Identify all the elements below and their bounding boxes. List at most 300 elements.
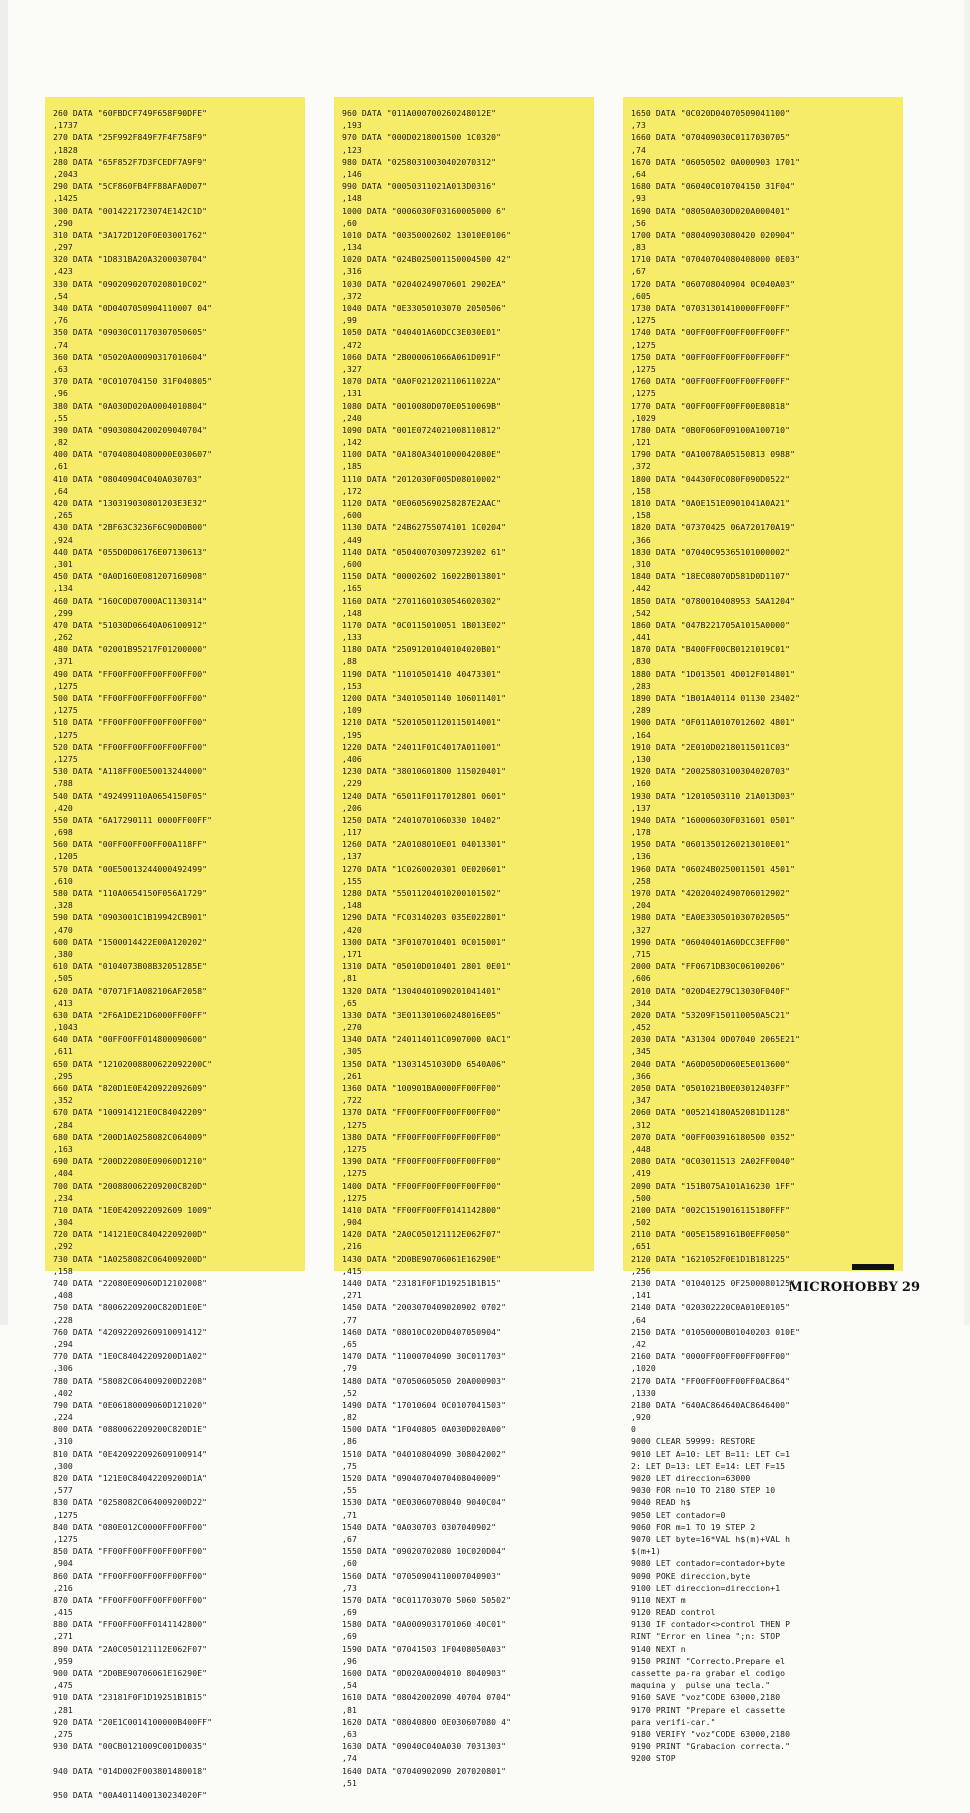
listing-line: ,153: [342, 680, 362, 691]
listing-line: ,158: [631, 485, 651, 496]
listing-line: ,155: [342, 875, 362, 886]
listing-line: ,1275: [53, 705, 78, 716]
listing-line: 330 DATA "09020902070208010C02": [53, 278, 208, 289]
listing-line: 530 DATA "A118FF00E50013244000": [53, 766, 208, 777]
listing-line: ,380: [53, 948, 73, 959]
listing-line: 1270 DATA "1C0260020301 0E020601": [342, 863, 507, 874]
listing-line: ,133: [342, 632, 362, 643]
listing-line: ,148: [342, 193, 362, 204]
listing-line: ,193: [342, 120, 362, 131]
listing-line: 1080 DATA "0010080D070E0510069B": [342, 400, 502, 411]
listing-line: 970 DATA "000D0218001500 1C0320": [342, 132, 502, 143]
listing-line: ,297: [53, 242, 73, 253]
listing-line: 9160 SAVE "voz"CODE 63000,2180: [631, 1692, 781, 1703]
listing-line: ,289: [631, 705, 651, 716]
listing-line: 500 DATA "FF00FF00FF00FF00FF00": [53, 693, 208, 703]
listing-line: ,261: [342, 1070, 362, 1081]
listing-line: 1280 DATA "55011204010200101502": [342, 888, 502, 898]
listing-line: 1520 DATA "09040704070408040009": [342, 1473, 502, 1483]
listing-line: ,96: [342, 1655, 357, 1666]
listing-line: 2: LET D=13: LET E=14: LET F=15: [631, 1460, 786, 1471]
listing-line: 410 DATA "08040904C040A030703": [53, 473, 203, 484]
listing-line: 1930 DATA "12010503110 21A013D03": [631, 790, 796, 801]
listing-line: 1460 DATA "08010C020D0407050904": [342, 1326, 502, 1337]
listing-line: ,1275: [342, 1143, 367, 1154]
listing-line: ,2043: [53, 168, 78, 179]
listing-line: ,216: [342, 1241, 362, 1252]
listing-line: ,99: [342, 315, 357, 326]
listing-line: ,1828: [53, 144, 78, 155]
listing-line: ,347: [631, 1095, 651, 1106]
listing-line: ,404: [53, 1168, 73, 1179]
listing-line: 1640 DATA "07040902090 207020801": [342, 1765, 507, 1776]
listing-line: 1380 DATA "FF00FF00FF00FF00FF00": [342, 1131, 502, 1142]
listing-line: 1010 DATA "00350002602 13010E0106": [342, 229, 512, 240]
listing-line: ,344: [631, 997, 651, 1008]
listing-line: ,1029: [631, 412, 656, 423]
listing-line: RINT "Error en linea ";n: STOP: [631, 1631, 781, 1642]
listing-line: ,441: [631, 632, 651, 643]
listing-line: 610 DATA "0104073B08B32051285E": [53, 961, 208, 972]
listing-line: ,924: [53, 534, 73, 545]
listing-line: ,475: [53, 1680, 73, 1691]
listing-line: 980 DATA "02580310030402070312": [342, 156, 497, 167]
listing-line: 1100 DATA "0A180A3401000042080E": [342, 449, 502, 460]
listing-line: 9070 LET byte=16*VAL h$(m)+VAL h: [631, 1533, 791, 1544]
listing-line: 1970 DATA "42020402490706012902": [631, 888, 791, 898]
listing-line: 740 DATA "22080E09060D12102008": [53, 1278, 208, 1288]
listing-line: 9060 FOR m=1 TO 19 STEP 2: [631, 1521, 756, 1532]
listing-line: ,283: [631, 680, 651, 691]
listing-line: 1620 DATA "08040800 0E030607080 4": [342, 1716, 512, 1727]
listing-line: ,275: [53, 1728, 73, 1739]
listing-line: 9090 POKE direccion,byte: [631, 1570, 751, 1581]
listing-line: ,163: [53, 1143, 73, 1154]
listing-line: 1480 DATA "07050605050 20A000903": [342, 1375, 507, 1386]
listing-line: ,406: [342, 753, 362, 764]
listing-line: ,295: [53, 1070, 73, 1081]
listing-line: ,420: [342, 924, 362, 935]
listing-line: ,1275: [53, 729, 78, 740]
listing-line: ,165: [342, 583, 362, 594]
listing-line: 2010 DATA "020D4E279C13030F040F": [631, 985, 791, 996]
listing-line: ,715: [631, 948, 651, 959]
listing-line: ,56: [631, 217, 646, 228]
listing-line: 420 DATA "130319030801203E3E32": [53, 498, 208, 508]
listing-line: ,281: [53, 1704, 73, 1715]
listing-line: 1110 DATA "2012030F005D08010002": [342, 473, 502, 484]
listing-line: 1560 DATA "07050904110007040903": [342, 1570, 502, 1581]
listing-line: 300 DATA "0014221723074E142C1D": [53, 205, 208, 216]
listing-line: ,158: [631, 510, 651, 521]
listing-line: 680 DATA "200D1A0258082C064009": [53, 1131, 208, 1142]
listing-line: 1370 DATA "FF00FF00FF00FF00FF00": [342, 1107, 502, 1118]
listing-line: ,408: [53, 1290, 73, 1301]
listing-column-1: [45, 97, 305, 1800]
listing-line: 1020 DATA "024B025001150004500 42": [342, 254, 512, 265]
listing-line: 1710 DATA "07040704080408000 0E03": [631, 254, 801, 265]
listing-line: 1600 DATA "0D020A0004010 8040903": [342, 1668, 507, 1678]
listing-line: ,722: [342, 1095, 362, 1106]
listing-line: ,1020: [631, 1363, 656, 1374]
listing-line: ,137: [342, 851, 362, 862]
listing-line: ,419: [631, 1168, 651, 1179]
listing-line: 9080 LET contador=contador+byte: [631, 1558, 786, 1569]
listing-line: ,1275: [342, 1168, 367, 1179]
listing-line: 690 DATA "200D22080E09060D1210": [53, 1156, 208, 1167]
listing-line: ,698: [53, 827, 73, 838]
listing-line: ,1275: [53, 1509, 78, 1520]
listing-line: ,606: [631, 973, 651, 984]
listing-line: 620 DATA "07071F1A082106AF2058": [53, 985, 208, 996]
listing-line: ,142: [342, 437, 362, 448]
listing-line: 1980 DATA "EA0E3305010307020505": [631, 912, 791, 923]
listing-line: 770 DATA "1E0C84042209200D1A02": [53, 1351, 208, 1362]
listing-line: 1690 DATA "08050A030D020A000401": [631, 205, 791, 216]
listing-line: ,69: [342, 1607, 357, 1618]
listing-line: 9100 LET direccion=direccion+1: [631, 1582, 781, 1593]
listing-line: 1760 DATA "00FF00FF00FF00FF00FF": [631, 376, 791, 387]
listing-line: ,131: [342, 388, 362, 399]
listing-line: 440 DATA "055D0D06176E07130613": [53, 546, 208, 557]
listing-line: 1910 DATA "2E010D02180115011C03": [631, 741, 791, 752]
listing-line: ,420: [53, 802, 73, 813]
listing-line: 1130 DATA "24B62755074101 1C0204": [342, 522, 507, 533]
listing-line: 810 DATA "0E420922092609100914": [53, 1448, 208, 1459]
listing-line: ,271: [342, 1290, 362, 1301]
listing-line: ,1737: [53, 120, 78, 131]
listing-line: 1890 DATA "1B01A40114 01130 23402": [631, 693, 801, 703]
listing-line: ,610: [53, 875, 73, 886]
listing-line: ,64: [631, 1314, 646, 1325]
listing-line: ,1275: [342, 1192, 367, 1203]
listing-line: 1790 DATA "0A10078A05150813 0988": [631, 449, 796, 460]
listing-line: 1220 DATA "24011F01C4017A011001": [342, 741, 502, 752]
listing-line: 870 DATA "FF00FF00FF00FF00FF00": [53, 1594, 208, 1605]
listing-line: ,54: [53, 290, 68, 301]
listing-line: 400 DATA "07040804080000E030607": [53, 449, 213, 460]
listing-line: 1160 DATA "27011601030546020302": [342, 595, 502, 606]
listing-line: 1260 DATA "2A0108010E01 04013301": [342, 839, 507, 850]
listing-line: 1050 DATA "040401A60DCC3E030E01": [342, 327, 502, 338]
listing-line: 1390 DATA "FF00FF00FF00FF00FF00": [342, 1156, 502, 1167]
listing-line: 750 DATA "80062209200C820D1E0E": [53, 1302, 208, 1313]
listing-line: 9050 LET contador=0: [631, 1509, 726, 1520]
listing-line: 360 DATA "05020A00090317010604": [53, 351, 208, 362]
listing-line: ,352: [53, 1095, 73, 1106]
listing-line: 390 DATA "09030804200209040704": [53, 424, 208, 435]
listing-line: ,292: [53, 1241, 73, 1252]
listing-line: 1730 DATA "07031301410000FF00FF": [631, 303, 791, 313]
listing-line: ,294: [53, 1338, 73, 1349]
listing-line: 260 DATA "60FBDCF749F658F90DFE": [53, 108, 208, 118]
listing-line: 780 DATA "58082C064009200D2208": [53, 1375, 208, 1386]
listing-line: ,258: [631, 875, 651, 886]
listing-line: ,372: [631, 461, 651, 472]
listing-line: ,366: [631, 534, 651, 545]
listing-line: 1070 DATA "0A0F021202110611022A": [342, 376, 502, 387]
listing-line: 9030 FOR n=10 TO 2180 STEP 10: [631, 1485, 776, 1496]
listing-line: 1660 DATA "070409030C0117030705": [631, 132, 791, 143]
listing-line: 1210 DATA "52010501120115014001": [342, 717, 502, 728]
listing-line: [53, 1801, 305, 1813]
listing-line: 1770 DATA "00FF00FF00FF00E80818": [631, 400, 791, 411]
listing-line: 1800 DATA "04430F0C080F090D0522": [631, 473, 791, 484]
listing-line: 640 DATA "00FF00FF014800090600": [53, 1034, 208, 1045]
listing-line: ,301: [53, 558, 73, 569]
listing-line: ,178: [631, 827, 651, 838]
listing-line: ,305: [342, 1046, 362, 1057]
listing-line: 350 DATA "09030C01170307050605": [53, 327, 208, 338]
listing-line: ,81: [342, 973, 357, 984]
listing-line: ,265: [53, 510, 73, 521]
listing-line: ,51: [342, 1777, 357, 1788]
listing-line: 9140 NEXT n: [631, 1643, 686, 1654]
listing-line: ,121: [631, 437, 651, 448]
listing-line: 940 DATA "014D002F003801480018": [53, 1765, 208, 1776]
listing-line: 1720 DATA "060708040904 0C040A03": [631, 278, 796, 289]
listing-line: 930 DATA "00CB0121009C001D0035": [53, 1741, 208, 1752]
listing-line: 2060 DATA "005214180A52081D1128": [631, 1107, 791, 1118]
listing-line: ,123: [342, 144, 362, 155]
listing-line: ,224: [53, 1412, 73, 1423]
listing-line: ,146: [342, 168, 362, 179]
listing-line: 370 DATA "0C010704150 31F040805": [53, 376, 213, 387]
listing-line: ,65: [342, 997, 357, 1008]
listing-line: 1450 DATA "2003070409020902 0702": [342, 1302, 507, 1313]
listing-line: ,402: [53, 1387, 73, 1398]
listing-line: 1340 DATA "240114011C0907000 0AC1": [342, 1034, 512, 1045]
listing-line: ,216: [53, 1582, 73, 1593]
listing-line: 1540 DATA "0A030703 0307040902": [342, 1521, 497, 1532]
listing-line: 1670 DATA "06050502 0A000903 1701": [631, 156, 801, 167]
magazine-title: MICROHOBBY: [788, 1280, 898, 1295]
listing-line: ,959: [53, 1655, 73, 1666]
listing-line: 1400 DATA "FF00FF00FF00FF00FF00": [342, 1180, 502, 1191]
listing-line: 1440 DATA "23181F0F1D19251B1B15": [342, 1278, 502, 1288]
listing-line: ,77: [342, 1314, 357, 1325]
listing-line: 890 DATA "2A0C050121112E062F07": [53, 1643, 208, 1654]
listing-line: 340 DATA "0D0407050904110007 04": [53, 303, 213, 313]
listing-line: ,505: [53, 973, 73, 984]
listing-line: 1850 DATA "0780010408953 5AA1204": [631, 595, 796, 606]
listing-line: 320 DATA "1D831BA20A3200030704": [53, 254, 208, 265]
listing-line: ,63: [342, 1728, 357, 1739]
listing-line: ,1275: [53, 753, 78, 764]
listing-line: 580 DATA "110A0654150F056A1729": [53, 888, 208, 898]
listing-line: 1140 DATA "050400703097239202 61": [342, 546, 507, 557]
listing-line: [53, 1752, 305, 1764]
listing-line: 850 DATA "FF00FF00FF00FF00FF00": [53, 1546, 208, 1557]
listing-line: 960 DATA "011A000700260248012E": [342, 108, 497, 118]
listing-line: 2080 DATA "0C03011513 2A02FF0040": [631, 1156, 796, 1167]
listing-line: ,74: [342, 1753, 357, 1764]
listing-line: 1170 DATA "0C0115010051 1B013E02": [342, 619, 507, 630]
listing-line: ,372: [342, 290, 362, 301]
listing-line: 720 DATA "14121E0C84042209200D": [53, 1229, 208, 1240]
listing-line: ,415: [53, 1607, 73, 1618]
listing-line: ,449: [342, 534, 362, 545]
listing-line: ,327: [342, 363, 362, 374]
listing-line: ,472: [342, 339, 362, 350]
listing-line: ,54: [342, 1680, 357, 1691]
listing-line: 760 DATA "42092209260910091412": [53, 1326, 208, 1337]
listing-line: $(m+1): [631, 1546, 661, 1557]
listing-line: ,74: [631, 144, 646, 155]
listing-line: 2140 DATA "020302220C0A010E0105": [631, 1302, 791, 1313]
listing-line: 710 DATA "1E0E420922092609 1009": [53, 1204, 213, 1215]
listing-line: ,67: [631, 266, 646, 277]
listing-line: ,160: [631, 778, 651, 789]
listing-line: 1120 DATA "0E0605690258287E2AAC": [342, 498, 502, 508]
listing-line: 470 DATA "51030D06640A06100912": [53, 619, 208, 630]
listing-line: 2110 DATA "005E1589161B0EFF0050": [631, 1229, 791, 1240]
listing-line: 1150 DATA "00002602 16022B013801": [342, 571, 507, 582]
listing-line: 600 DATA "1500014422E00A120202": [53, 936, 208, 947]
listing-line: 1830 DATA "07040C95365101000002": [631, 546, 791, 557]
listing-line: ,240: [342, 412, 362, 423]
listing-line: 1250 DATA "24010701060330 10402": [342, 814, 502, 825]
listing-line: ,195: [342, 729, 362, 740]
listing-line: 490 DATA "FF00FF00FF00FF00FF00": [53, 668, 208, 679]
listing-line: 460 DATA "160C0D07000AC1130314": [53, 595, 208, 606]
listing-line: ,148: [342, 900, 362, 911]
listing-line: 380 DATA "0A030D020A0004010804": [53, 400, 208, 411]
listing-line: 2100 DATA "002C1519016115180FFF": [631, 1204, 791, 1215]
listing-line: 0: [631, 1424, 636, 1435]
listing-line: 1630 DATA "09040C040A030 7031303": [342, 1741, 507, 1752]
listing-line: 1870 DATA "B400FF00CB0121019C01": [631, 644, 791, 655]
listing-line: ,1330: [631, 1387, 656, 1398]
listing-line: ,130: [631, 753, 651, 764]
listing-line: ,228: [53, 1314, 73, 1325]
listing-line: ,371: [53, 656, 73, 667]
listing-line: 9150 PRINT "Correcto.Prepare el: [631, 1655, 786, 1666]
listing-line: ,234: [53, 1192, 73, 1203]
listing-line: 310 DATA "3A172D120F0E03001762": [53, 229, 208, 240]
listing-line: ,366: [631, 1070, 651, 1081]
listing-line: 430 DATA "2BF63C3236F6C90D0B00": [53, 522, 208, 533]
listing-line: 730 DATA "1A0258082C064009200D": [53, 1253, 208, 1264]
listing-line: ,904: [53, 1558, 73, 1569]
listing-line: ,73: [631, 120, 646, 131]
listing-line: 9120 READ control: [631, 1607, 716, 1618]
listing-line: ,79: [342, 1363, 357, 1374]
listing-line: ,55: [342, 1485, 357, 1496]
listing-line: 590 DATA "0903001C1B19942CB901": [53, 912, 208, 923]
listing-line: 2120 DATA "1621052F0E1D1B181225": [631, 1253, 791, 1264]
listing-line: 1680 DATA "06040C010704150 31F04": [631, 181, 796, 192]
listing-line: ,141: [631, 1290, 651, 1301]
listing-line: ,71: [342, 1509, 357, 1520]
listing-line: 1590 DATA "07041503 1F0408050A03": [342, 1643, 507, 1654]
listing-line: 2050 DATA "0501021B0E03012403FF": [631, 1083, 791, 1093]
listing-line: ,502: [631, 1217, 651, 1228]
listing-line: ,423: [53, 266, 73, 277]
listing-line: ,1275: [342, 1119, 367, 1130]
listing-line: ,172: [342, 485, 362, 496]
listing-line: ,185: [342, 461, 362, 472]
listing-line: 9130 IF contador<>control THEN P: [631, 1619, 791, 1630]
listing-line: ,500: [631, 1192, 651, 1203]
listing-line: ,600: [342, 558, 362, 569]
listing-line: 1570 DATA "0C011703070 5060 50502": [342, 1594, 512, 1605]
listing-line: ,290: [53, 217, 73, 228]
listing-line: 840 DATA "080E012C0000FF00FF00": [53, 1521, 208, 1532]
listing-line: 1920 DATA "20025803100304020703": [631, 766, 791, 777]
listing-line: 560 DATA "00FF00FF00FF00A118FF": [53, 839, 208, 850]
listing-line: ,109: [342, 705, 362, 716]
listing-line: 1610 DATA "08042002090 40704 0704": [342, 1692, 512, 1703]
listing-line: 2180 DATA "640AC864640AC8646400": [631, 1399, 791, 1410]
listing-line: ,67: [342, 1533, 357, 1544]
listing-line: ,605: [631, 290, 651, 301]
listing-line: 1350 DATA "13031451030D0 6540A06": [342, 1058, 507, 1069]
listing-line: ,164: [631, 729, 651, 740]
listing-line: ,304: [53, 1217, 73, 1228]
listing-line: ,83: [631, 242, 646, 253]
listing-line: 270 DATA "25F992F849F7F4F758F9": [53, 132, 208, 143]
listing-line: 290 DATA "5CF860FB4FF88AFA0D07": [53, 181, 208, 192]
listing-line: ,136: [631, 851, 651, 862]
listing-line: 9180 VERIFY "voz"CODE 63000,2180: [631, 1728, 791, 1739]
listing-line: 450 DATA "0A0D160E081207160908": [53, 571, 208, 582]
listing-line: 1860 DATA "047B221705A1015A0000": [631, 619, 791, 630]
listing-line: ,316: [342, 266, 362, 277]
listing-line: 2130 DATA "01040125 0F2500080125": [631, 1278, 796, 1288]
listing-line: 1030 DATA "02040249070601 2902EA": [342, 278, 507, 289]
listing-line: ,88: [342, 656, 357, 667]
listing-line: ,64: [53, 485, 68, 496]
listing-line: 2090 DATA "151B075A101A16230 1FF": [631, 1180, 796, 1191]
listing-line: cassette pa-ra grabar el codigo: [631, 1668, 786, 1678]
listing-line: ,312: [631, 1119, 651, 1130]
listing-line: ,788: [53, 778, 73, 789]
listing-line: 1700 DATA "08040903080420 020904": [631, 229, 796, 240]
listing-line: 2160 DATA "0000FF00FF00FF00FF00": [631, 1351, 791, 1362]
listing-line: ,345: [631, 1046, 651, 1057]
listing-line: 550 DATA "6A17290111 0000FF00FF": [53, 814, 213, 825]
listing-line: ,310: [53, 1436, 73, 1447]
listing-line: ,82: [53, 437, 68, 448]
listing-line: ,830: [631, 656, 651, 667]
listing-line: 1190 DATA "11010501410 40473301": [342, 668, 502, 679]
listing-line: ,1275: [53, 680, 78, 691]
listing-line: ,117: [342, 827, 362, 838]
listing-line: ,600: [342, 510, 362, 521]
listing-line: 1240 DATA "65011F0117012801 0601": [342, 790, 507, 801]
listing-line: ,82: [342, 1412, 357, 1423]
listing-line: 480 DATA "02001B95217F01200000": [53, 644, 208, 655]
listing-line: ,61: [53, 461, 68, 472]
listing-line: ,81: [342, 1704, 357, 1715]
listing-line: ,577: [53, 1485, 73, 1496]
listing-line: 1200 DATA "34010501140 106011401": [342, 693, 507, 703]
listing-line: 880 DATA "FF00FF00FF0141142800": [53, 1619, 208, 1630]
listing-line: 700 DATA "200880062209200C820D": [53, 1180, 208, 1191]
listing-line: 920 DATA "20E1C0014100000B400FF": [53, 1716, 213, 1727]
listing-line: 2170 DATA "FF00FF00FF00FF0AC864": [631, 1375, 791, 1386]
listing-line: ,413: [53, 997, 73, 1008]
listing-line: 1040 DATA "0E33050103070 2050506": [342, 303, 507, 313]
listing-line: 670 DATA "100914121E0C84042209": [53, 1107, 208, 1118]
listing-line: ,148: [342, 607, 362, 618]
listing-line: ,1275: [53, 1533, 78, 1544]
listing-line: ,270: [342, 1022, 362, 1033]
listing-line: 9020 LET direccion=63000: [631, 1473, 751, 1483]
listing-line: 1000 DATA "0006030F03160005000 6": [342, 205, 507, 216]
listing-line: 900 DATA "2D0BE90706061E16290E": [53, 1668, 208, 1678]
